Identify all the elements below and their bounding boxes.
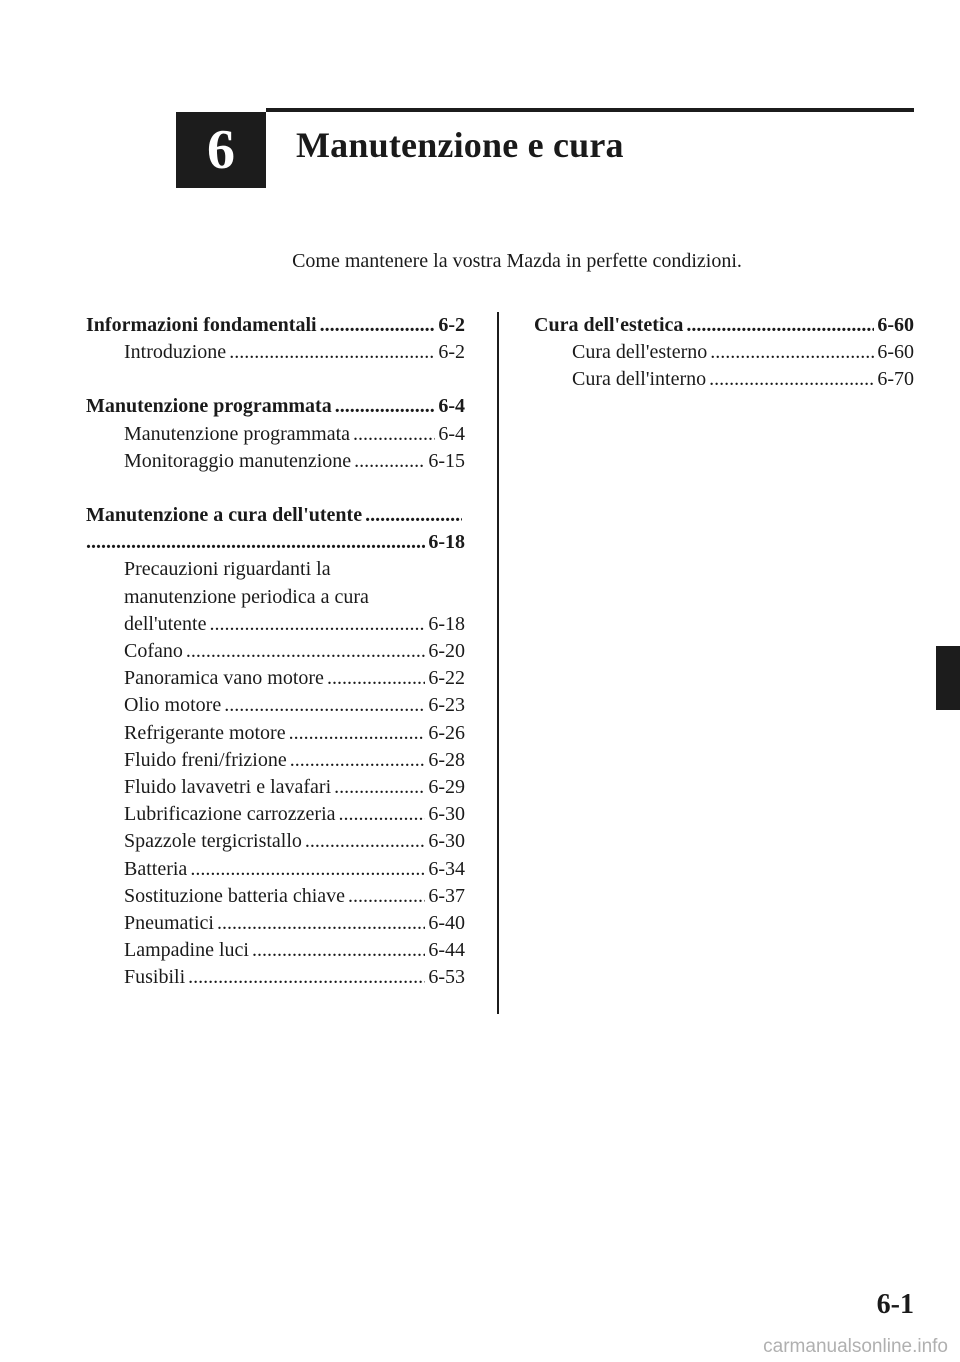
toc-item[interactable]: Cura dell'interno ..... 6-70 (534, 366, 914, 393)
toc-left-column (86, 312, 465, 1019)
dot-leader (709, 366, 874, 393)
toc-item[interactable]: Refrigerante motore ..... 6-26 (86, 720, 465, 747)
dot-leader (320, 312, 436, 339)
toc-item[interactable]: Fluido lavavetri e lavafari ..... 6-29 (86, 774, 465, 801)
toc-item[interactable]: Spazzole tergicristallo ..... 6-30 (86, 828, 465, 855)
toc-item-precauzioni-line2[interactable]: manutenzione periodica a cura (124, 585, 369, 608)
toc-section-title-line1[interactable]: Manutenzione a cura dell'utente ..... (86, 502, 465, 529)
dot-leader (186, 638, 425, 665)
dot-leader (217, 910, 425, 937)
page-number: 6-1 (876, 1289, 914, 1320)
toc-item[interactable]: Manutenzione programmata ..... 6-4 (86, 421, 465, 448)
toc-item[interactable]: Lampadine luci ..... 6-44 (86, 937, 465, 964)
dot-leader (305, 828, 425, 855)
toc-section-utente (86, 502, 465, 992)
toc-item[interactable]: Sostituzione batteria chiave ..... 6-37 (86, 883, 465, 910)
dot-leader (354, 448, 425, 475)
dot-leader (209, 611, 425, 638)
toc-section-title[interactable]: Cura dell'estetica ..... 6-60 (534, 312, 914, 339)
column-divider (497, 312, 499, 1014)
dot-leader (365, 502, 462, 529)
toc-item[interactable]: Monitoraggio manutenzione ..... 6-15 (86, 448, 465, 475)
toc-item[interactable]: Cura dell'esterno ..... 6-60 (534, 339, 914, 366)
chapter-number-box (176, 112, 266, 188)
dot-leader (188, 964, 425, 991)
dot-leader (224, 692, 425, 719)
toc-item[interactable]: Batteria ..... 6-34 (86, 856, 465, 883)
toc-item[interactable]: Fusibili ..... 6-53 (86, 964, 465, 991)
dot-leader (86, 529, 425, 556)
toc-item[interactable]: Cofano ..... 6-20 (86, 638, 465, 665)
toc-item[interactable]: Lubrificazione carrozzeria ..... 6-30 (86, 801, 465, 828)
toc-section-title[interactable]: Manutenzione programmata ..... 6-4 (86, 393, 465, 420)
toc-item[interactable]: Pneumatici ..... 6-40 (86, 910, 465, 937)
dot-leader (327, 665, 425, 692)
dot-leader (348, 883, 425, 910)
toc-item-precauzioni-line3[interactable]: dell'utente ..... 6-18 (86, 611, 465, 638)
dot-leader (710, 339, 874, 366)
toc-item[interactable]: Introduzione ..... 6-2 (86, 339, 465, 366)
toc-item-precauzioni-line1[interactable]: Precauzioni riguardanti la (124, 558, 331, 581)
dot-leader (686, 312, 874, 339)
dot-leader (334, 774, 425, 801)
chapter-title: Manutenzione e cura (296, 125, 624, 165)
toc-section-title[interactable]: Informazioni fondamentali ..... 6-2 (86, 312, 465, 339)
dot-leader (289, 720, 426, 747)
toc-right-column (534, 312, 914, 421)
toc-item[interactable]: Olio motore ..... 6-23 (86, 692, 465, 719)
toc-section-programmata (86, 393, 465, 475)
dot-leader (290, 747, 426, 774)
title-rule (266, 108, 914, 112)
dot-leader (252, 937, 425, 964)
toc-item[interactable]: Fluido freni/frizione ..... 6-28 (86, 747, 465, 774)
toc-section-informazioni (86, 312, 465, 366)
dot-leader (190, 856, 425, 883)
toc-section-title-line2[interactable]: ..... 6-18 (86, 529, 465, 556)
toc-section-estetica (534, 312, 914, 394)
chapter-side-tab (936, 646, 960, 710)
watermark: carmanualsonline.info (763, 1336, 948, 1357)
dot-leader (229, 339, 435, 366)
toc-item[interactable]: Panoramica vano motore ..... 6-22 (86, 665, 465, 692)
dot-leader (339, 801, 426, 828)
dot-leader (353, 421, 435, 448)
chapter-number: 6 (207, 119, 235, 181)
dot-leader (335, 393, 436, 420)
chapter-subtitle: Come mantenere la vostra Mazda in perfette condizioni. (292, 250, 742, 272)
